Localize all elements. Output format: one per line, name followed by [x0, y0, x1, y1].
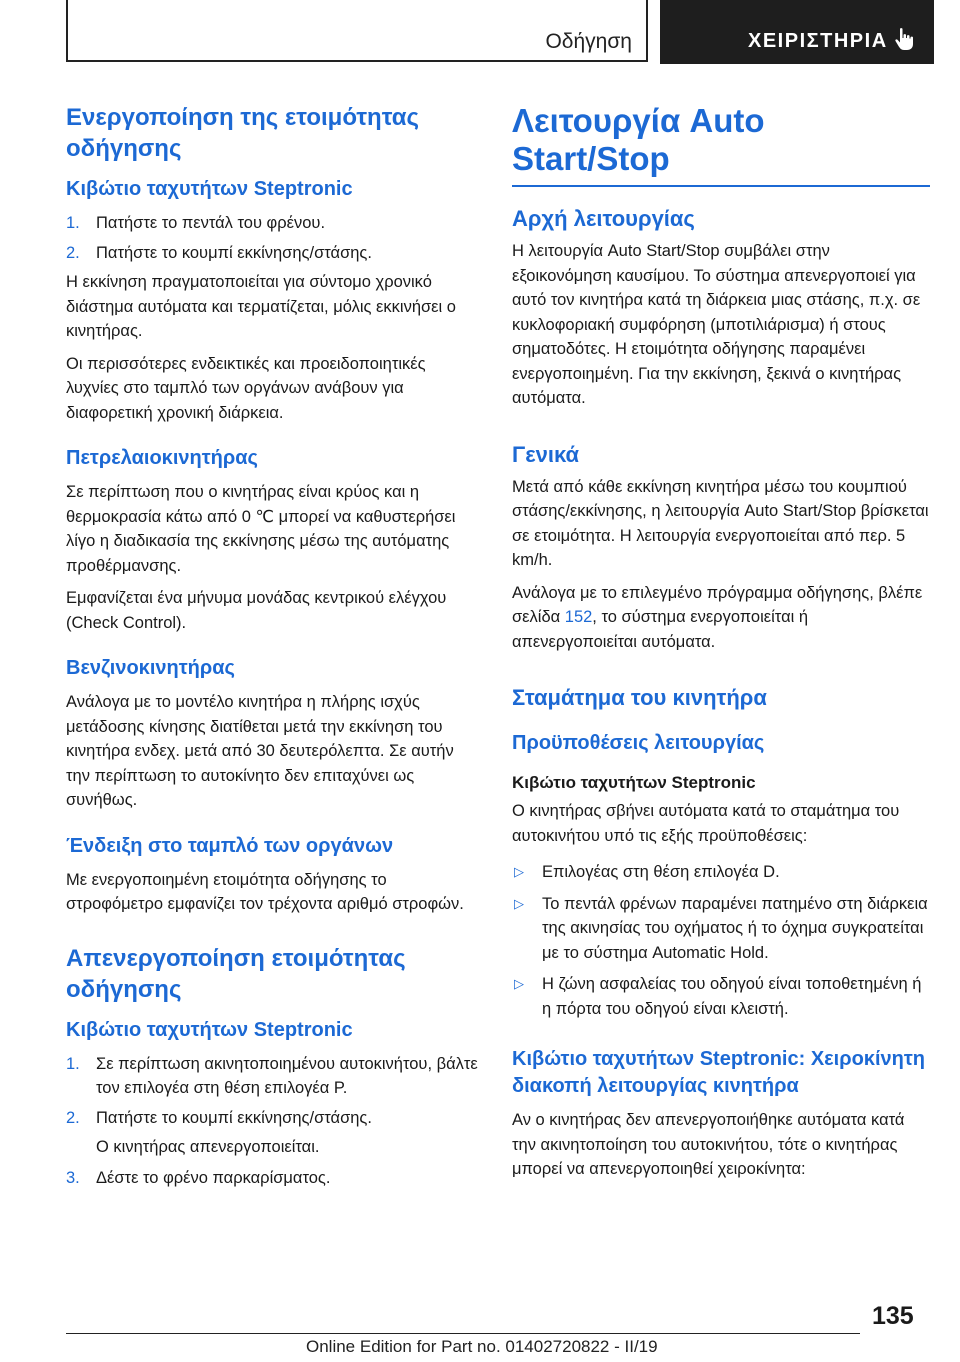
- section-title: Οδήγηση: [545, 30, 632, 53]
- bullet-item: [512, 972, 930, 1021]
- list-item: [66, 211, 480, 236]
- header-section-box: [66, 0, 648, 62]
- page-reference-link[interactable]: 152: [564, 608, 593, 626]
- chapter-tab-label: ΧΕΙΡΙΣΤΗΡΙΑ: [748, 30, 888, 52]
- heading-deactivate-ready: Απενεργοποίηση ετοιμότητας οδήγησης: [66, 944, 406, 1003]
- paragraph-start: Η εκκίνηση πραγματοποιείται για σύντομο χρονικό διάστημα αυτόματα και τερματίζεται, μόλις εκκινήσει ο κινητήρας.: [66, 273, 456, 340]
- heading-steptronic-1: Κιβώτιο ταχυτήτων Steptronic: [66, 178, 353, 200]
- footer-edition: Online Edition for Part no. 01402720822 - II/19: [306, 1337, 658, 1356]
- paragraph-lights: Οι περισσότερες ενδεικτικές και προειδοποιητικές λυχνίες στο ταμπλό των οργάνων ανάβουν για διαφορετική χρονική διάρκεια.: [66, 354, 426, 422]
- bullet-text: Το πεντάλ φρένων παραμένει πατημένο στη διάρκεια της ακινησίας του οχήματος ή το όχημα συγκρατείται με το σύστημα Automatic Hold.: [542, 894, 928, 962]
- heading-steptronic-2: Κιβώτιο ταχυτήτων Steptronic: [66, 1018, 353, 1041]
- footer-divider: [66, 1333, 860, 1334]
- paragraph-diesel-2: Εμφανίζεται ένα μήνυμα μονάδας κεντρικού ελέγχου (Check Control).: [66, 589, 447, 632]
- hand-pointer-icon: [894, 27, 916, 51]
- bullet-text: Η ζώνη ασφαλείας του οδηγού είναι τοποθετημένη ή η πόρτα του οδηγού είναι κλειστή.: [542, 975, 922, 1018]
- heading-prerequisites: Προϋποθέσεις λειτουργίας: [512, 732, 765, 754]
- list-item: [66, 1166, 480, 1191]
- chapter-tab[interactable]: [660, 0, 934, 64]
- triangle-bullet-icon: ▷: [514, 864, 524, 879]
- paragraph-diesel-1: Σε περίπτωση που ο κινητήρας είναι κρύος και η θερμοκρασία κάτω από 0 ℃ μπορεί να καθυστερήσει λίγο η διαδικασία της εκκίνησης μέσω της αυτόματης προθέρμανσης.: [66, 483, 456, 575]
- heading-auto-start-stop: Λειτουργία Auto Start/Stop: [512, 102, 930, 187]
- paragraph-general-1: Μετά από κάθε εκκίνηση κινητήρα μέσω του κουμπιού στάσης/εκκίνησης, η λειτουργία Auto Start/Stop βρίσκεται σε ετοιμότητα. Η λειτουργία ενεργοποιείται από περ. 5 km/h.: [512, 477, 929, 569]
- list-text: Πατήστε το πεντάλ του φρένου.: [96, 214, 326, 232]
- paragraph-general-2: [512, 581, 930, 655]
- list-text: Δέστε το φρένο παρκαρίσματος.: [96, 1168, 331, 1187]
- paragraph-general-2-b: , το σύστημα ενεργοποιείται ή απενεργοποιείται αυτόματα.: [512, 608, 809, 651]
- heading-diesel: Πετρελαιοκινητήρας: [66, 447, 258, 469]
- triangle-bullet-icon: ▷: [514, 895, 524, 911]
- heading-instrument-display: Ένδειξη στο ταμπλό των οργάνων: [66, 834, 394, 857]
- list-item: [66, 241, 480, 266]
- list-number: 1.: [66, 214, 80, 232]
- list-number: 2.: [66, 1108, 80, 1127]
- list-number: 3.: [66, 1168, 80, 1187]
- bullet-text: Επιλογέας στη θέση επιλογέα D.: [542, 863, 780, 881]
- heading-activate-ready: Ενεργοποίηση της ετοιμότητας οδήγησης: [66, 104, 419, 162]
- list-number: 1.: [66, 1054, 80, 1073]
- list-item: [66, 1052, 480, 1101]
- left-column: [66, 102, 480, 1195]
- list-text: Σε περίπτωση ακινητοποιημένου αυτοκινήτου, βάλτε τον επιλογέα στη θέση επιλογέα P.: [96, 1054, 478, 1097]
- paragraph-prerequisites: Ο κινητήρας σβήνει αυτόματα κατά το σταμάτημα του αυτοκινήτου υπό τις εξής προϋποθέσεις:: [512, 802, 900, 845]
- bullet-item: [512, 860, 930, 885]
- paragraph-general-2-a: Ανάλογα με το επιλεγμένο πρόγραμμα οδήγησης, βλέπε σελίδα: [512, 583, 923, 626]
- heading-steptronic-bold: Κιβώτιο ταχυτήτων Steptronic: [512, 773, 756, 792]
- list-text: Πατήστε το κουμπί εκκίνησης/στάσης.: [96, 243, 372, 262]
- list-item: [66, 1106, 480, 1131]
- page-number: 135: [872, 1302, 914, 1330]
- heading-stop-engine: Σταμάτημα του κινητήρα: [512, 685, 767, 710]
- heading-principle: Αρχή λειτουργίας: [512, 206, 695, 231]
- paragraph-display: Με ενεργοποιημένη ετοιμότητα οδήγησης το στροφόμετρο εμφανίζει τον τρέχοντα αριθμό στροφών.: [66, 870, 464, 913]
- list-subtext: Ο κινητήρας απενεργοποιείται.: [96, 1138, 320, 1156]
- paragraph-manual: Αν ο κινητήρας δεν απενεργοποιήθηκε αυτόματα κατά την ακινητοποίηση του αυτοκινήτου, τότε ο κινητήρας μπορεί να απενεργοποιηθεί χειροκίνητα:: [512, 1111, 905, 1178]
- bullet-item: [512, 892, 930, 966]
- paragraph-petrol: Ανάλογα με το μοντέλο κινητήρα η πλήρης ισχύς μετάδοσης κίνησης διατίθεται μετά την εκκίνηση του κινητήρα ενδεχ. μετά από 30 δευτερόλεπτα. Σε αυτήν την περίπτωση το αυτοκίνητο δεν επιταχύνει ως συνήθως.: [66, 693, 454, 809]
- list-text: Πατήστε το κουμπί εκκίνησης/στάσης.: [96, 1108, 372, 1127]
- paragraph-principle: Η λειτουργία Auto Start/Stop συμβάλει στην εξοικονόμηση καυσίμου. Το σύστημα απενεργοποιεί για αυτό τον κινητήρα κατά τη διάρκεια μιας στάσης, π.χ. σε κυκλοφοριακή συμφόρηση (μποτιλιάρισμα) ή στους σηματοδότες. Η ετοιμότητα οδήγησης παραμένει ενεργοποιημένη. Για την εκκίνηση, ξεκινά ο κινητήρας αυτόματα.: [512, 242, 921, 407]
- heading-general: Γενικά: [512, 441, 580, 467]
- heading-petrol: Βενζινοκινητήρας: [66, 657, 235, 679]
- heading-manual-stop: Κιβώτιο ταχυτήτων Steptronic: Χειροκίνητη διακοπή λειτουργίας κινητήρα: [512, 1048, 925, 1097]
- triangle-bullet-icon: ▷: [514, 976, 524, 991]
- list-number: 2.: [66, 243, 80, 262]
- right-column: [512, 102, 930, 1190]
